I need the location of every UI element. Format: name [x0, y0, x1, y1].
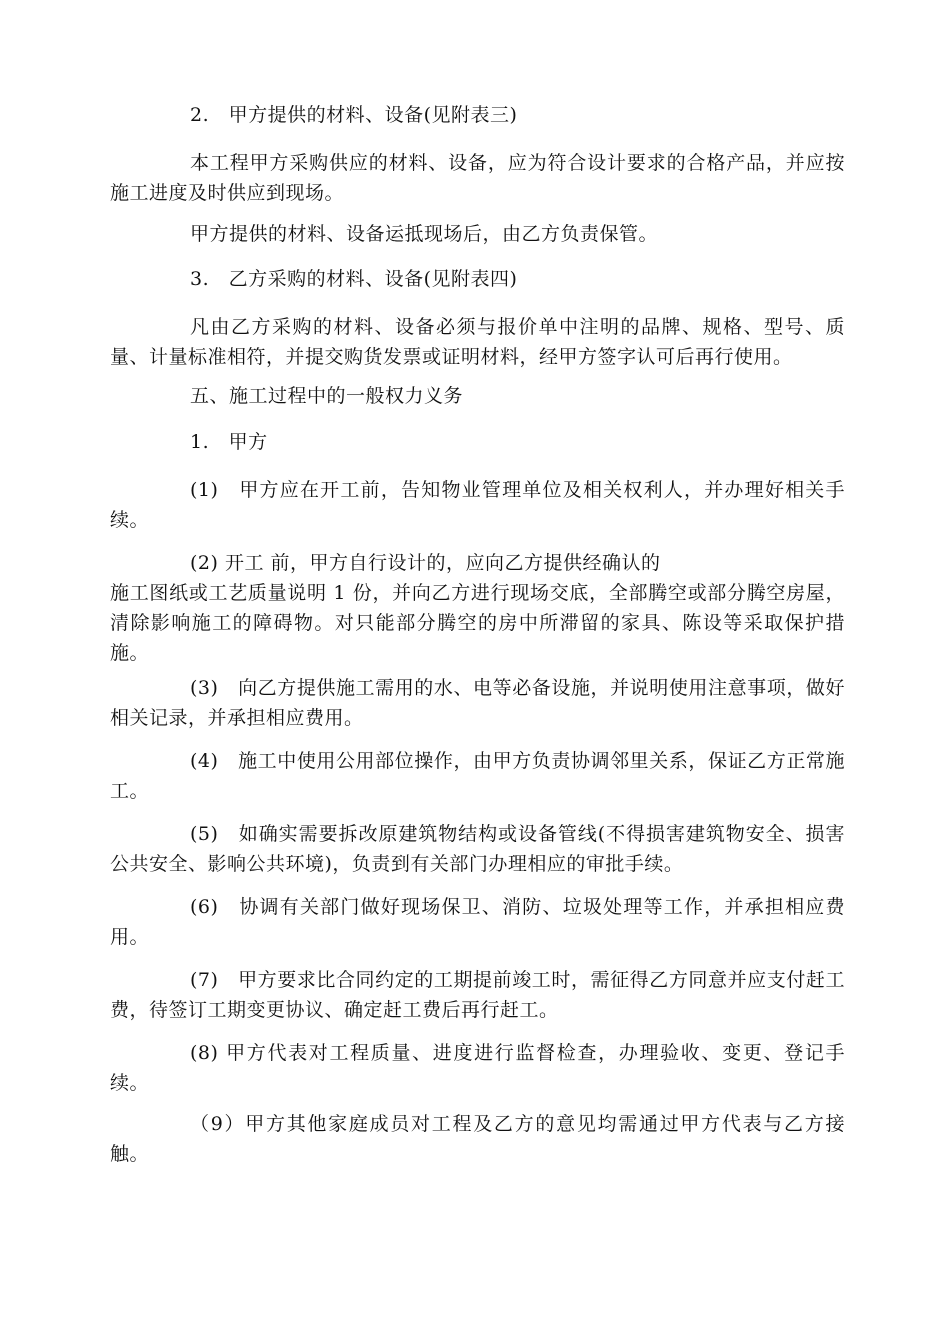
paragraph-body: 甲方提供的材料、设备运抵现场后，由乙方负责保管。 [190, 223, 659, 245]
list-item: (4) 施工中使用公用部位操作，由甲方负责协调邻里关系，保证乙方正常施工。 [110, 750, 845, 802]
subsection-heading: 1. 甲方 [190, 431, 268, 453]
section-heading: 五、施工过程中的一般权力义务 [190, 385, 464, 407]
list-item-line: (2) 开工 前，甲方自行设计的，应向乙方提供经确认的 [190, 552, 661, 574]
list-item: (8) 甲方代表对工程质量、进度进行监督检查，办理验收、变更、登记手续。 [110, 1042, 845, 1094]
list-item: (3) 向乙方提供施工需用的水、电等必备设施，并说明使用注意事项，做好相关记录，并承担相应费用。 [110, 677, 845, 729]
list-item [110, 548, 845, 668]
list-item: (7) 甲方要求比合同约定的工期提前竣工时，需征得乙方同意并应支付赶工费，待签订工期变更协议、确定赶工费后再行赶工。 [110, 969, 845, 1021]
list-item: （9）甲方其他家庭成员对工程及乙方的意见均需通过甲方代表与乙方接触。 [110, 1113, 845, 1165]
paragraph-2-heading: 2. 甲方提供的材料、设备(见附表三) [190, 104, 518, 126]
list-item: (6) 协调有关部门做好现场保卫、消防、垃圾处理等工作，并承担相应费用。 [110, 896, 845, 948]
paragraph-body: 凡由乙方采购的材料、设备必须与报价单中注明的品牌、规格、型号、质量、计量标准相符，并提交购货发票或证明材料，经甲方签字认可后再行使用。 [110, 316, 845, 368]
paragraph-3-heading: 3. 乙方采购的材料、设备(见附表四) [190, 268, 518, 290]
paragraph-body: 本工程甲方采购供应的材料、设备，应为符合设计要求的合格产品，并应按施工进度及时供应到现场。 [110, 152, 845, 204]
list-item: (1) 甲方应在开工前，告知物业管理单位及相关权利人，并办理好相关手续。 [110, 479, 845, 531]
list-item: (5) 如确实需要拆改原建筑物结构或设备管线(不得损害建筑物安全、损害公共安全、影响公共环境)，负责到有关部门办理相应的审批手续。 [110, 823, 845, 875]
list-item-line: 施工图纸或工艺质量说明 1 份，并向乙方进行现场交底，全部腾空或部分腾空房屋，清除影响施工的障碍物。对只能部分腾空的房中所滞留的家具、陈设等采取保护措施。 [110, 582, 845, 664]
